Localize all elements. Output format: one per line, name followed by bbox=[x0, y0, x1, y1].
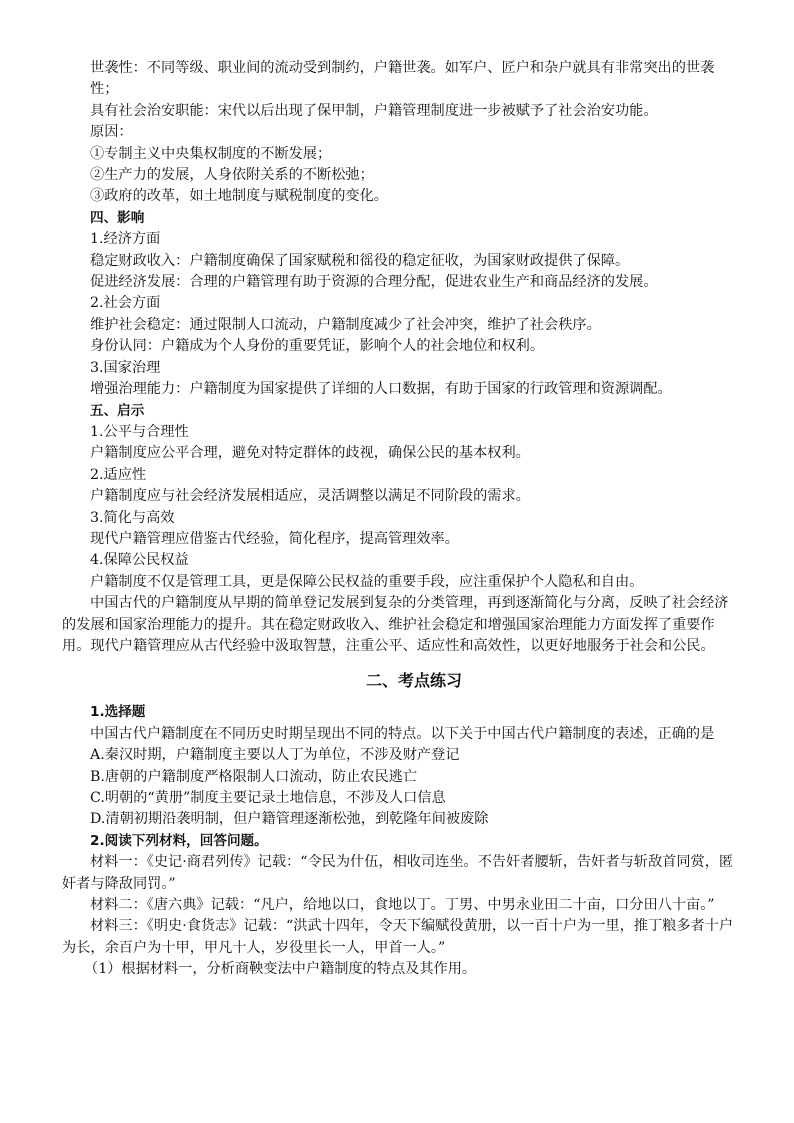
paragraph-economic-growth: 促进经济发展：合理的户籍管理有助于资源的合理分配，促进农业生产和商品经济的发展。 bbox=[90, 274, 658, 291]
document-page bbox=[62, 58, 738, 981]
question-1-option-d: D.清朝初期沿袭明制，但户籍管理逐渐松弛，到乾隆年间被废除 bbox=[90, 811, 489, 828]
subheading-governance: 3.国家治理 bbox=[90, 359, 161, 376]
subheading-economy: 1.经济方面 bbox=[90, 231, 161, 248]
reason-item-1: ①专制主义中央集权制度的不断发展； bbox=[90, 145, 332, 162]
subheading-society: 2.社会方面 bbox=[90, 295, 161, 312]
question-1-option-b: B.唐朝的户籍制度严格限制人口流动，防止农民逃亡 bbox=[90, 768, 418, 785]
paragraph-identity: 身份认同：户籍成为个人身份的重要凭证，影响个人的社会地位和权利。 bbox=[90, 338, 545, 355]
subheading-adaptability: 2.适应性 bbox=[90, 466, 147, 483]
question-1-title: 1.选择题 bbox=[90, 704, 146, 721]
paragraph-efficiency: 现代户籍管理应借鉴古代经验，简化程序，提高管理效率。 bbox=[90, 530, 459, 547]
paragraph-fiscal: 稳定财政收入：户籍制度确保了国家赋税和徭役的稳定征收，为国家财政提供了保障。 bbox=[90, 252, 630, 269]
paragraph-reason-label: 原因： bbox=[90, 124, 133, 141]
paragraph-public-security: 具有社会治安职能：宋代以后出现了保甲制，户籍管理制度进一步被赋予了社会治安功能。 bbox=[90, 102, 658, 119]
question-2-title: 2.阅读下列材料，回答问题。 bbox=[90, 832, 268, 849]
subheading-rights: 4.保障公民权益 bbox=[90, 552, 189, 569]
question-2-part-1: （1）根据材料一，分析商鞅变法中户籍制度的特点及其作用。 bbox=[84, 961, 477, 978]
paragraph-adaptability: 户籍制度应与社会经济发展相适应，灵活调整以满足不同阶段的需求。 bbox=[90, 488, 530, 505]
section-heading-lessons: 五、启示 bbox=[90, 402, 145, 419]
paragraph-social-stability: 维护社会稳定：通过限制人口流动，户籍制度减少了社会冲突，维护了社会秩序。 bbox=[90, 316, 601, 333]
material-3: 材料三：《明史·食货志》记载：“洪武十四年，令天下编赋役黄册，以一百十户为一里，推丁粮多者十户为长，余百户为十甲，甲凡十人，岁役里长一人，甲首一人。” bbox=[62, 918, 734, 956]
question-1-stem: 中国古代户籍制度在不同历史时期呈现出不同的特点。以下关于中国古代户籍制度的表述，正确的是 bbox=[90, 725, 715, 742]
paragraph-hereditary: 世袭性：不同等级、职业间的流动受到制约，户籍世袭。如军户、匠户和杂户就具有非常突出的世袭性； bbox=[90, 60, 715, 98]
paragraph-governance: 增强治理能力：户籍制度为国家提供了详细的人口数据，有助于国家的行政管理和资源调配。 bbox=[90, 381, 672, 398]
material-1: 材料一：《史记·商君列传》记载：“令民为什伍，相收司连坐。不告奸者腰斩，告奸者与斩敌首同赏，匿奸者与降敌同罚。” bbox=[62, 854, 734, 892]
reason-item-3: ③政府的改革，如土地制度与赋税制度的变化。 bbox=[90, 188, 388, 205]
question-1-option-a: A.秦汉时期，户籍制度主要以人丁为单位，不涉及财产登记 bbox=[90, 747, 460, 764]
section-heading-impact: 四、影响 bbox=[90, 209, 145, 226]
paragraph-rights: 户籍制度不仅是管理工具，更是保障公民权益的重要手段，应注重保护个人隐私和自由。 bbox=[90, 573, 644, 590]
material-2: 材料二：《唐六典》记载：“凡户，给地以口，食地以丁。丁男、中男永业田二十亩，口分田八十亩。” bbox=[90, 897, 715, 914]
question-1-option-c: C.明朝的“黄册”制度主要记录土地信息，不涉及人口信息 bbox=[90, 790, 446, 806]
reason-item-2: ②生产力的发展，人身依附关系的不断松弛； bbox=[90, 167, 374, 184]
paragraph-summary: 中国古代的户籍制度从早期的简单登记发展到复杂的分类管理，再到逐渐简化与分离，反映了社会经济的发展和国家治理能力的提升。其在稳定财政收入、维护社会稳定和增强国家治理能力方面发挥了重要作用。现代户籍管理应从古代经验中汲取智慧，注重公平、适应性和高效性，以更好地服务于社会和公民。 bbox=[62, 595, 729, 654]
paragraph-fairness: 户籍制度应公平合理，避免对特定群体的歧视，确保公民的基本权利。 bbox=[90, 445, 530, 462]
subheading-efficiency: 3.简化与高效 bbox=[90, 509, 175, 526]
subheading-fairness: 1.公平与合理性 bbox=[90, 423, 189, 440]
section-title-practice: 二、考点练习 bbox=[365, 671, 462, 691]
